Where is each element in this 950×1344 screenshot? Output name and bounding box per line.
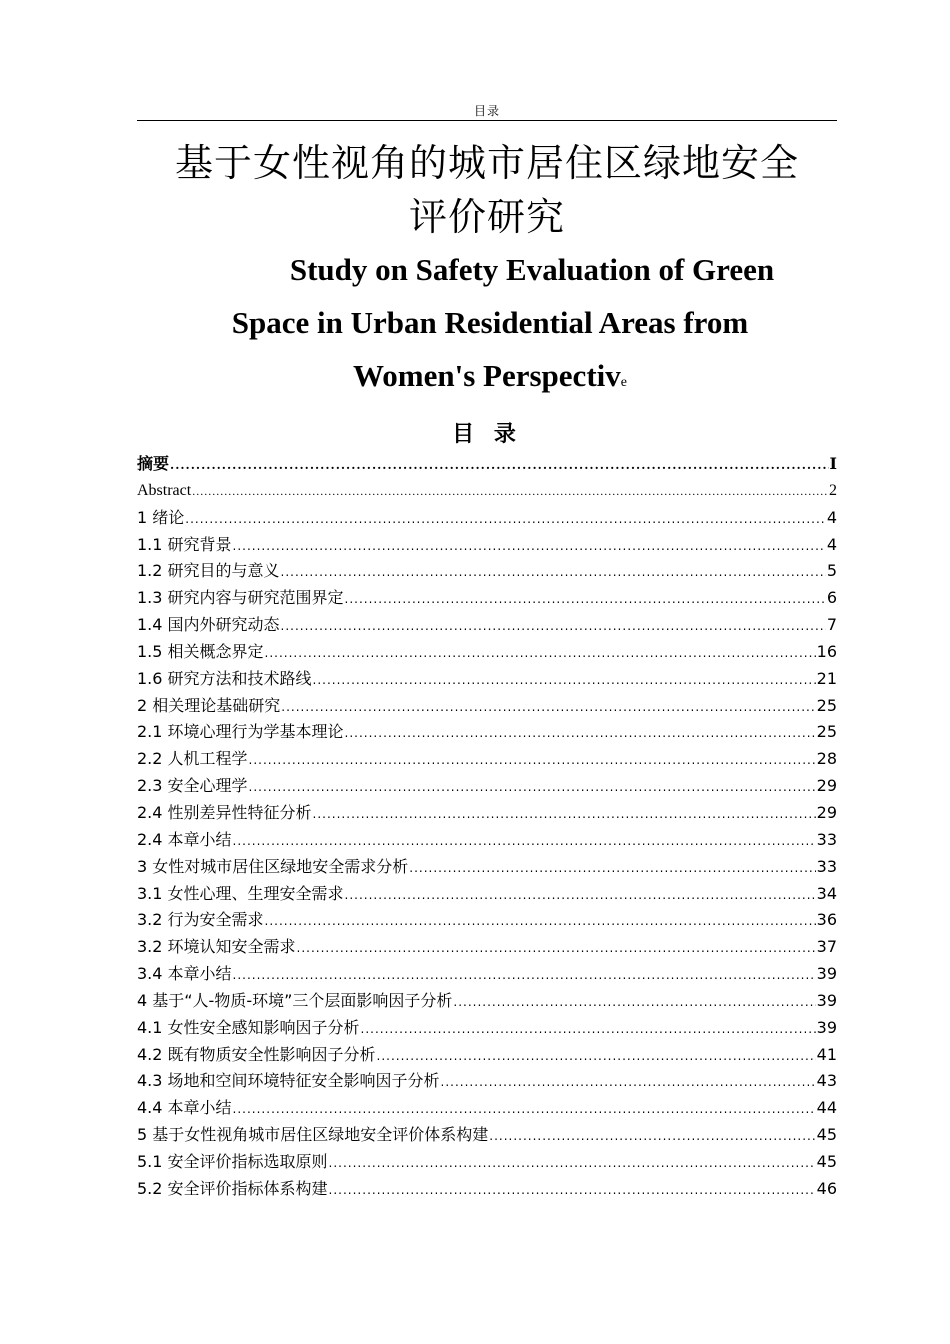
running-header: 目录 bbox=[473, 104, 500, 118]
toc-dot-leader bbox=[170, 453, 829, 477]
english-title bbox=[150, 243, 830, 409]
toc-entry-page-number: I bbox=[829, 454, 837, 473]
toc-entry-page-number: 4 bbox=[826, 534, 837, 554]
toc-entry[interactable] bbox=[137, 452, 837, 479]
chinese-title-line-1: 基于女性视角的城市居住区绿地安全 bbox=[174, 141, 799, 185]
toc-entry-page-number: 43 bbox=[816, 1071, 837, 1091]
toc-entry[interactable] bbox=[137, 1016, 837, 1043]
toc-entry-page-number: 41 bbox=[816, 1044, 837, 1064]
toc-entry-label: 1.5 相关概念界定 bbox=[137, 641, 264, 661]
toc-entry[interactable] bbox=[137, 559, 837, 586]
toc-dot-leader bbox=[185, 507, 826, 531]
toc-entry-page-number: 39 bbox=[816, 990, 837, 1010]
english-title-line-2: Space in Urban Residential Areas from bbox=[231, 305, 749, 340]
toc-dot-leader bbox=[297, 936, 816, 960]
chinese-title bbox=[137, 136, 837, 244]
toc-entry-page-number: 25 bbox=[816, 722, 837, 742]
toc-dot-leader bbox=[192, 479, 828, 503]
toc-entry-page-number: 29 bbox=[816, 776, 837, 796]
toc-entry-label: 5.2 安全评价指标体系构建 bbox=[137, 1178, 328, 1198]
toc-entry[interactable] bbox=[137, 774, 837, 801]
toc-entry-label: 1.6 研究方法和技术路线 bbox=[137, 668, 312, 688]
toc-dot-leader bbox=[489, 1124, 815, 1148]
toc-entry-label: 4.1 女性安全感知影响因子分析 bbox=[137, 1017, 360, 1037]
toc-entry-label: 4.3 场地和空间环境特征安全影响因子分析 bbox=[137, 1071, 440, 1091]
toc-entry[interactable] bbox=[137, 720, 837, 747]
toc-entry[interactable] bbox=[137, 694, 837, 721]
toc-entry[interactable] bbox=[137, 506, 837, 533]
toc-entry-label: 1.4 国内外研究动态 bbox=[137, 615, 280, 635]
toc-entry-page-number: 44 bbox=[816, 1098, 837, 1118]
toc-dot-leader bbox=[233, 534, 826, 558]
toc-entry-label: 5 基于女性视角城市居住区绿地安全评价体系构建 bbox=[137, 1125, 489, 1145]
toc-entry-label: 1.2 研究目的与意义 bbox=[137, 561, 280, 581]
toc-dot-leader bbox=[453, 990, 815, 1014]
toc-entry[interactable] bbox=[137, 479, 837, 506]
toc-dot-leader bbox=[345, 721, 816, 745]
toc-entry[interactable] bbox=[137, 1096, 837, 1123]
toc-entry-label: 4.4 本章小结 bbox=[137, 1098, 232, 1118]
toc-dot-leader bbox=[313, 802, 816, 826]
toc-entry[interactable] bbox=[137, 882, 837, 909]
toc-entry-label: 2 相关理论基础研究 bbox=[137, 695, 281, 715]
toc-entry[interactable] bbox=[137, 640, 837, 667]
toc-entry[interactable] bbox=[137, 962, 837, 989]
toc-entry[interactable] bbox=[137, 1069, 837, 1096]
toc-entry-page-number: 45 bbox=[816, 1125, 837, 1145]
toc-entry[interactable] bbox=[137, 935, 837, 962]
toc-entry-label: 1.1 研究背景 bbox=[137, 534, 232, 554]
toc-entry[interactable] bbox=[137, 667, 837, 694]
toc-entry-page-number: 5 bbox=[826, 561, 837, 581]
toc-dot-leader bbox=[233, 963, 816, 987]
english-title-line-1: Study on Safety Evaluation of Green bbox=[289, 252, 775, 287]
toc-dot-leader bbox=[249, 775, 816, 799]
toc-entry-page-number: 39 bbox=[816, 964, 837, 984]
toc-entry-label: 4.2 既有物质安全性影响因子分析 bbox=[137, 1044, 376, 1064]
toc-entry-page-number: 21 bbox=[816, 668, 837, 688]
toc-entry-page-number: 37 bbox=[816, 937, 837, 957]
toc-dot-leader bbox=[281, 560, 826, 584]
toc-entry-label: 1.3 研究内容与研究范围界定 bbox=[137, 588, 344, 608]
toc-entry-page-number: 39 bbox=[816, 1017, 837, 1037]
toc-dot-leader bbox=[265, 909, 816, 933]
toc-entry-label: 3.4 本章小结 bbox=[137, 964, 232, 984]
toc-dot-leader bbox=[233, 829, 816, 853]
toc-entry-page-number: 46 bbox=[816, 1178, 837, 1198]
toc-entry-page-number: 28 bbox=[816, 749, 837, 769]
toc-dot-leader bbox=[441, 1070, 816, 1094]
english-title-line-3-tail: e bbox=[620, 375, 627, 390]
toc-entry-page-number: 7 bbox=[826, 615, 837, 635]
toc-entry-label: 2.4 本章小结 bbox=[137, 829, 232, 849]
toc-dot-leader bbox=[377, 1044, 816, 1068]
toc-entry[interactable] bbox=[137, 613, 837, 640]
toc-dot-leader bbox=[329, 1178, 816, 1202]
toc-entry-label: 5.1 安全评价指标选取原则 bbox=[137, 1151, 328, 1171]
toc-entry-page-number: 33 bbox=[816, 856, 837, 876]
toc-entry-label: 2.1 环境心理行为学基本理论 bbox=[137, 722, 344, 742]
toc-entry[interactable] bbox=[137, 533, 837, 560]
toc-entry-page-number: 34 bbox=[816, 883, 837, 903]
toc-entry-label: 2.4 性别差异性特征分析 bbox=[137, 802, 312, 822]
toc-entry[interactable] bbox=[137, 908, 837, 935]
toc-entry[interactable] bbox=[137, 989, 837, 1016]
toc-dot-leader bbox=[281, 614, 826, 638]
toc-dot-leader bbox=[345, 587, 826, 611]
toc-entry-label: 1 绪论 bbox=[137, 507, 185, 527]
toc-entry[interactable] bbox=[137, 828, 837, 855]
toc-dot-leader bbox=[313, 668, 816, 692]
toc-entry-page-number: 36 bbox=[816, 910, 837, 930]
toc-entry[interactable] bbox=[137, 747, 837, 774]
toc-entry-page-number: 33 bbox=[816, 829, 837, 849]
toc-entry-page-number: 29 bbox=[816, 802, 837, 822]
english-title-line-3 bbox=[150, 349, 830, 409]
toc-entry-label: 3.2 行为安全需求 bbox=[137, 910, 264, 930]
toc-entry-page-number: 45 bbox=[816, 1151, 837, 1171]
toc-entry[interactable] bbox=[137, 586, 837, 613]
toc-entry-label: 2.2 人机工程学 bbox=[137, 749, 248, 769]
toc-entry-page-number: 25 bbox=[816, 695, 837, 715]
toc-entry-label: 3.2 环境认知安全需求 bbox=[137, 937, 296, 957]
toc-entry-page-number: 4 bbox=[826, 507, 837, 527]
toc-dot-leader bbox=[233, 1097, 816, 1121]
toc-dot-leader bbox=[281, 695, 815, 719]
toc-entry[interactable] bbox=[137, 1177, 837, 1204]
toc-entry-label: 3.1 女性心理、生理安全需求 bbox=[137, 883, 344, 903]
toc-entry-label: 4 基于“人-物质-环境”三个层面影响因子分析 bbox=[137, 990, 453, 1010]
toc-dot-leader bbox=[409, 856, 815, 880]
english-title-line-3-main: Women's Perspectiv bbox=[353, 358, 621, 393]
toc-entry[interactable] bbox=[137, 1043, 837, 1070]
toc-entry-page-number: 16 bbox=[816, 641, 837, 661]
toc-entry-label: Abstract bbox=[137, 481, 192, 499]
toc-heading: 目 录 bbox=[452, 422, 522, 447]
toc-dot-leader bbox=[265, 641, 816, 665]
toc-dot-leader bbox=[361, 1017, 816, 1041]
header-rule bbox=[137, 120, 837, 121]
table-of-contents bbox=[137, 452, 837, 1204]
toc-dot-leader bbox=[249, 748, 816, 772]
toc-entry[interactable] bbox=[137, 1150, 837, 1177]
toc-entry-label: 3 女性对城市居住区绿地安全需求分析 bbox=[137, 856, 409, 876]
toc-entry[interactable] bbox=[137, 1123, 837, 1150]
toc-entry-label: 摘要 bbox=[137, 454, 170, 473]
toc-entry-page-number: 6 bbox=[826, 588, 837, 608]
toc-entry-label: 2.3 安全心理学 bbox=[137, 776, 248, 796]
toc-dot-leader bbox=[329, 1151, 816, 1175]
toc-entry-page-number: 2 bbox=[829, 481, 837, 499]
chinese-title-line-2: 评价研究 bbox=[408, 195, 565, 239]
toc-entry[interactable] bbox=[137, 855, 837, 882]
toc-entry[interactable] bbox=[137, 801, 837, 828]
toc-dot-leader bbox=[345, 883, 816, 907]
